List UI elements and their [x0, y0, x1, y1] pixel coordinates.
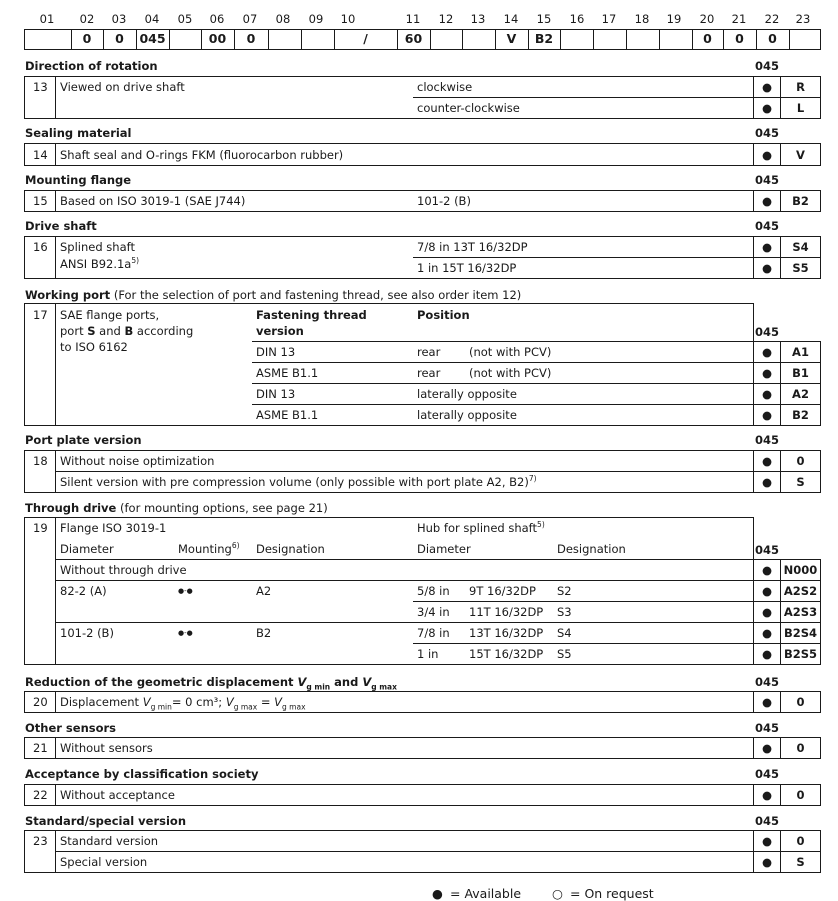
- position-number: 15: [536, 12, 552, 26]
- item-number: 19: [33, 521, 48, 535]
- nominal-size: 045: [755, 721, 780, 735]
- item-description: to ISO 6162: [60, 340, 128, 354]
- available-dot: ●: [761, 563, 773, 577]
- option-code: S4: [792, 240, 809, 254]
- on-request-legend-symbol: ○: [552, 886, 563, 901]
- nominal-size: 045: [755, 543, 780, 557]
- option-code: 0: [796, 834, 805, 848]
- item-number: 17: [33, 308, 48, 322]
- item-number: 20: [33, 695, 48, 709]
- position-number: 01: [39, 12, 55, 26]
- position-label: laterally opposite: [417, 387, 517, 401]
- item-description: Special version: [60, 855, 148, 869]
- flange-diameter: 101-2 (B): [60, 626, 114, 640]
- option-code: A1: [792, 345, 809, 359]
- position-number: 16: [569, 12, 585, 26]
- column-header: Diameter: [417, 542, 471, 556]
- position-number: 20: [699, 12, 715, 26]
- nominal-size: 045: [755, 219, 780, 233]
- option-label: clockwise: [417, 80, 473, 94]
- nominal-size: 045: [755, 675, 780, 689]
- option-code: 0: [796, 454, 805, 468]
- thread-version: ASME B1.1: [256, 408, 319, 422]
- option-code: B2S4: [783, 626, 818, 640]
- section-title: Other sensors: [25, 721, 117, 735]
- hub-designation: S3: [557, 605, 572, 619]
- available-dot: ●: [761, 240, 773, 254]
- footnote-ref: 6): [231, 541, 240, 551]
- hub-diameter: 5/8 in: [417, 584, 450, 598]
- item-number: 21: [33, 741, 48, 755]
- column-header: Designation: [256, 542, 325, 556]
- option-code: A2: [792, 387, 809, 401]
- available-dot: ●: [761, 695, 773, 709]
- item-description: Viewed on drive shaft: [60, 80, 185, 94]
- option-code: N000: [783, 563, 818, 577]
- option-code: A2S3: [783, 605, 818, 619]
- position-label: rear: [417, 366, 441, 380]
- order-code-cell: 0: [768, 31, 777, 46]
- option-code: B2S5: [783, 647, 818, 661]
- thread-version: ASME B1.1: [256, 366, 319, 380]
- available-dot: ●: [761, 101, 773, 115]
- order-code-cell: 0: [246, 31, 256, 46]
- position-number: 06: [209, 12, 225, 26]
- position-number: 09: [308, 12, 324, 26]
- item-description: Without sensors: [60, 741, 153, 755]
- section-title: Through drive (for mounting options, see page 21): [25, 501, 328, 515]
- available-dot: ●: [761, 408, 773, 422]
- order-code-cell: 60: [404, 31, 423, 46]
- available-dot: ●: [761, 345, 773, 359]
- item-description: port S and B according: [60, 324, 194, 338]
- order-code-cell: /: [363, 31, 368, 46]
- option-code: 0: [796, 788, 805, 802]
- item-number: 22: [33, 788, 48, 802]
- item-description: SAE flange ports,: [60, 308, 160, 322]
- nominal-size: 045: [755, 173, 780, 187]
- option-code: 0: [796, 741, 805, 755]
- position-label: laterally opposite: [417, 408, 517, 422]
- item-description: ANSI $B92.1a^{5)}$: [60, 256, 140, 271]
- item-number: 13: [33, 80, 48, 94]
- item-description: Flange ISO 3019-1: [60, 521, 167, 535]
- hub-designation: S4: [557, 626, 572, 640]
- position-number: 14: [503, 12, 519, 26]
- option-label: 101-2 (B): [417, 194, 471, 208]
- section-title: Reduction of the geometric displacement $V_{g min}$ and $V_{g max}$: [25, 675, 397, 692]
- available-dot: ●: [761, 387, 773, 401]
- position-label: rear: [417, 345, 441, 359]
- item-description: Without acceptance: [60, 788, 175, 802]
- position-number: 04: [144, 12, 160, 26]
- hub-spline: 13T 16/32DP: [469, 626, 544, 640]
- available-dot: ●: [761, 261, 773, 275]
- hub-diameter: 1 in: [417, 647, 439, 661]
- item-description: Silent version with pre compression volume (only possible with port plate A2, B2)$^{7)}$: [60, 474, 537, 489]
- item-number: 15: [33, 194, 48, 208]
- section-title: Mounting flange: [25, 173, 132, 187]
- position-number: 08: [275, 12, 291, 26]
- item-description: Splined shaft: [60, 240, 135, 254]
- item-description: Based on ISO 3019-1 (SAE J744): [60, 194, 246, 208]
- option-label: Without through drive: [60, 563, 187, 577]
- position-note: (not with PCV): [469, 345, 552, 359]
- option-code: R: [796, 80, 805, 94]
- hub-designation: S5: [557, 647, 572, 661]
- flange-diameter: 82-2 (A): [60, 584, 107, 598]
- column-header: Fastening thread: [256, 308, 367, 322]
- item-number: 14: [33, 148, 48, 162]
- position-number: 05: [177, 12, 193, 26]
- order-code-cell: B2: [534, 31, 554, 46]
- option-code: 0: [796, 695, 805, 709]
- available-dot: ●: [761, 475, 773, 489]
- nominal-size: 045: [755, 126, 780, 140]
- available-dot: ●: [761, 194, 773, 208]
- available-dot: ●: [761, 834, 773, 848]
- hub-spline: 9T 16/32DP: [469, 584, 536, 598]
- option-code: B2: [792, 408, 809, 422]
- column-header: Hub for splined shaft$^{5)}$: [417, 520, 545, 535]
- position-number: 02: [79, 12, 95, 26]
- option-code: S: [796, 475, 805, 489]
- order-code-cell: 0: [703, 31, 712, 46]
- item-description: Standard version: [60, 834, 159, 848]
- item-number: 16: [33, 240, 48, 254]
- footnote-ref: 5): [537, 520, 545, 530]
- nominal-size: 045: [755, 814, 780, 828]
- position-number: 18: [634, 12, 650, 26]
- section-title: Acceptance by classification society: [25, 767, 259, 781]
- position-number: 13: [470, 12, 486, 26]
- section-title: Port plate version: [25, 433, 142, 447]
- footnote-ref: 5): [131, 256, 140, 266]
- option-label: 7/8 in 13T 16/32DP: [417, 240, 528, 254]
- option-code: A2S2: [783, 584, 818, 598]
- column-header: Designation: [557, 542, 626, 556]
- hub-diameter: 7/8 in: [417, 626, 450, 640]
- position-number: 23: [795, 12, 811, 26]
- hub-diameter: 3/4 in: [417, 605, 450, 619]
- section-title: Direction of rotation: [25, 59, 158, 73]
- position-number: 11: [405, 12, 421, 26]
- available-dot: ●: [761, 454, 773, 468]
- position-note: (not with PCV): [469, 366, 552, 380]
- option-code: V: [796, 148, 805, 162]
- available-dot: ●: [761, 647, 773, 661]
- section-title: Drive shaft: [25, 219, 97, 233]
- section-title: Sealing material: [25, 126, 132, 140]
- option-code: B2: [792, 194, 809, 208]
- option-label: counter-clockwise: [417, 101, 520, 115]
- option-label: 1 in 15T 16/32DP: [417, 261, 517, 275]
- available-dot: ●: [761, 80, 773, 94]
- thread-version: DIN 13: [256, 345, 296, 359]
- order-code-cell: V: [506, 31, 517, 46]
- available-dot: ●: [761, 626, 773, 640]
- item-description: Displacement $V_{g min}= 0$ cm³; $V_{g max} = V_{g max}$: [60, 695, 306, 712]
- nominal-size: 045: [755, 325, 780, 339]
- available-dot: ●: [761, 148, 773, 162]
- position-number: 10: [340, 12, 356, 26]
- section-title: Standard/special version: [25, 814, 187, 828]
- nominal-size: 045: [755, 59, 780, 73]
- order-code-cell: 0: [82, 31, 92, 46]
- section-title: Working port (For the selection of port and fastening thread, see also order item 12): [25, 288, 522, 302]
- nominal-size: 045: [755, 433, 780, 447]
- mounting-icon: ●-●: [178, 587, 193, 595]
- option-code: S5: [792, 261, 809, 275]
- flange-designation: A2: [256, 584, 272, 598]
- position-number: 17: [601, 12, 617, 26]
- position-number: 12: [438, 12, 454, 26]
- hub-spline: 11T 16/32DP: [469, 605, 544, 619]
- column-header: Mounting$^{6)}$: [178, 541, 240, 556]
- available-dot: ●: [761, 605, 773, 619]
- flange-designation: B2: [256, 626, 272, 640]
- hub-spline: 15T 16/32DP: [469, 647, 544, 661]
- mounting-icon: ●-●: [178, 629, 193, 637]
- available-dot: ●: [761, 788, 773, 802]
- item-description: Without noise optimization: [60, 454, 215, 468]
- nominal-size: 045: [755, 767, 780, 781]
- footnote-ref: 7): [528, 474, 537, 484]
- item-description: Shaft seal and O-rings FKM (fluorocarbon rubber): [60, 148, 344, 162]
- column-header: Position: [417, 308, 470, 322]
- thread-version: DIN 13: [256, 387, 296, 401]
- available-dot: ●: [761, 741, 773, 755]
- item-number: 18: [33, 454, 48, 468]
- available-dot: ●: [761, 584, 773, 598]
- order-code-cell: 0: [115, 31, 124, 46]
- order-code-cell: 0: [735, 31, 744, 46]
- available-legend-symbol: ●: [432, 886, 443, 901]
- position-number: 21: [731, 12, 747, 26]
- position-number: 19: [666, 12, 682, 26]
- option-code: L: [796, 101, 805, 115]
- available-dot: ●: [761, 366, 773, 380]
- order-code-cell: 045: [139, 31, 166, 46]
- position-number: 07: [242, 12, 258, 26]
- option-code: S: [796, 855, 805, 869]
- available-dot: ●: [761, 855, 773, 869]
- item-number: 23: [33, 834, 48, 848]
- column-header: Diameter: [60, 542, 114, 556]
- available-legend: = Available: [450, 886, 522, 901]
- order-code-cell: 00: [208, 31, 227, 46]
- hub-designation: S2: [557, 584, 572, 598]
- position-number: 22: [764, 12, 780, 26]
- on-request-legend: = On request: [570, 886, 654, 901]
- column-header: version: [256, 324, 304, 338]
- position-number: 03: [111, 12, 127, 26]
- option-code: B1: [792, 366, 809, 380]
